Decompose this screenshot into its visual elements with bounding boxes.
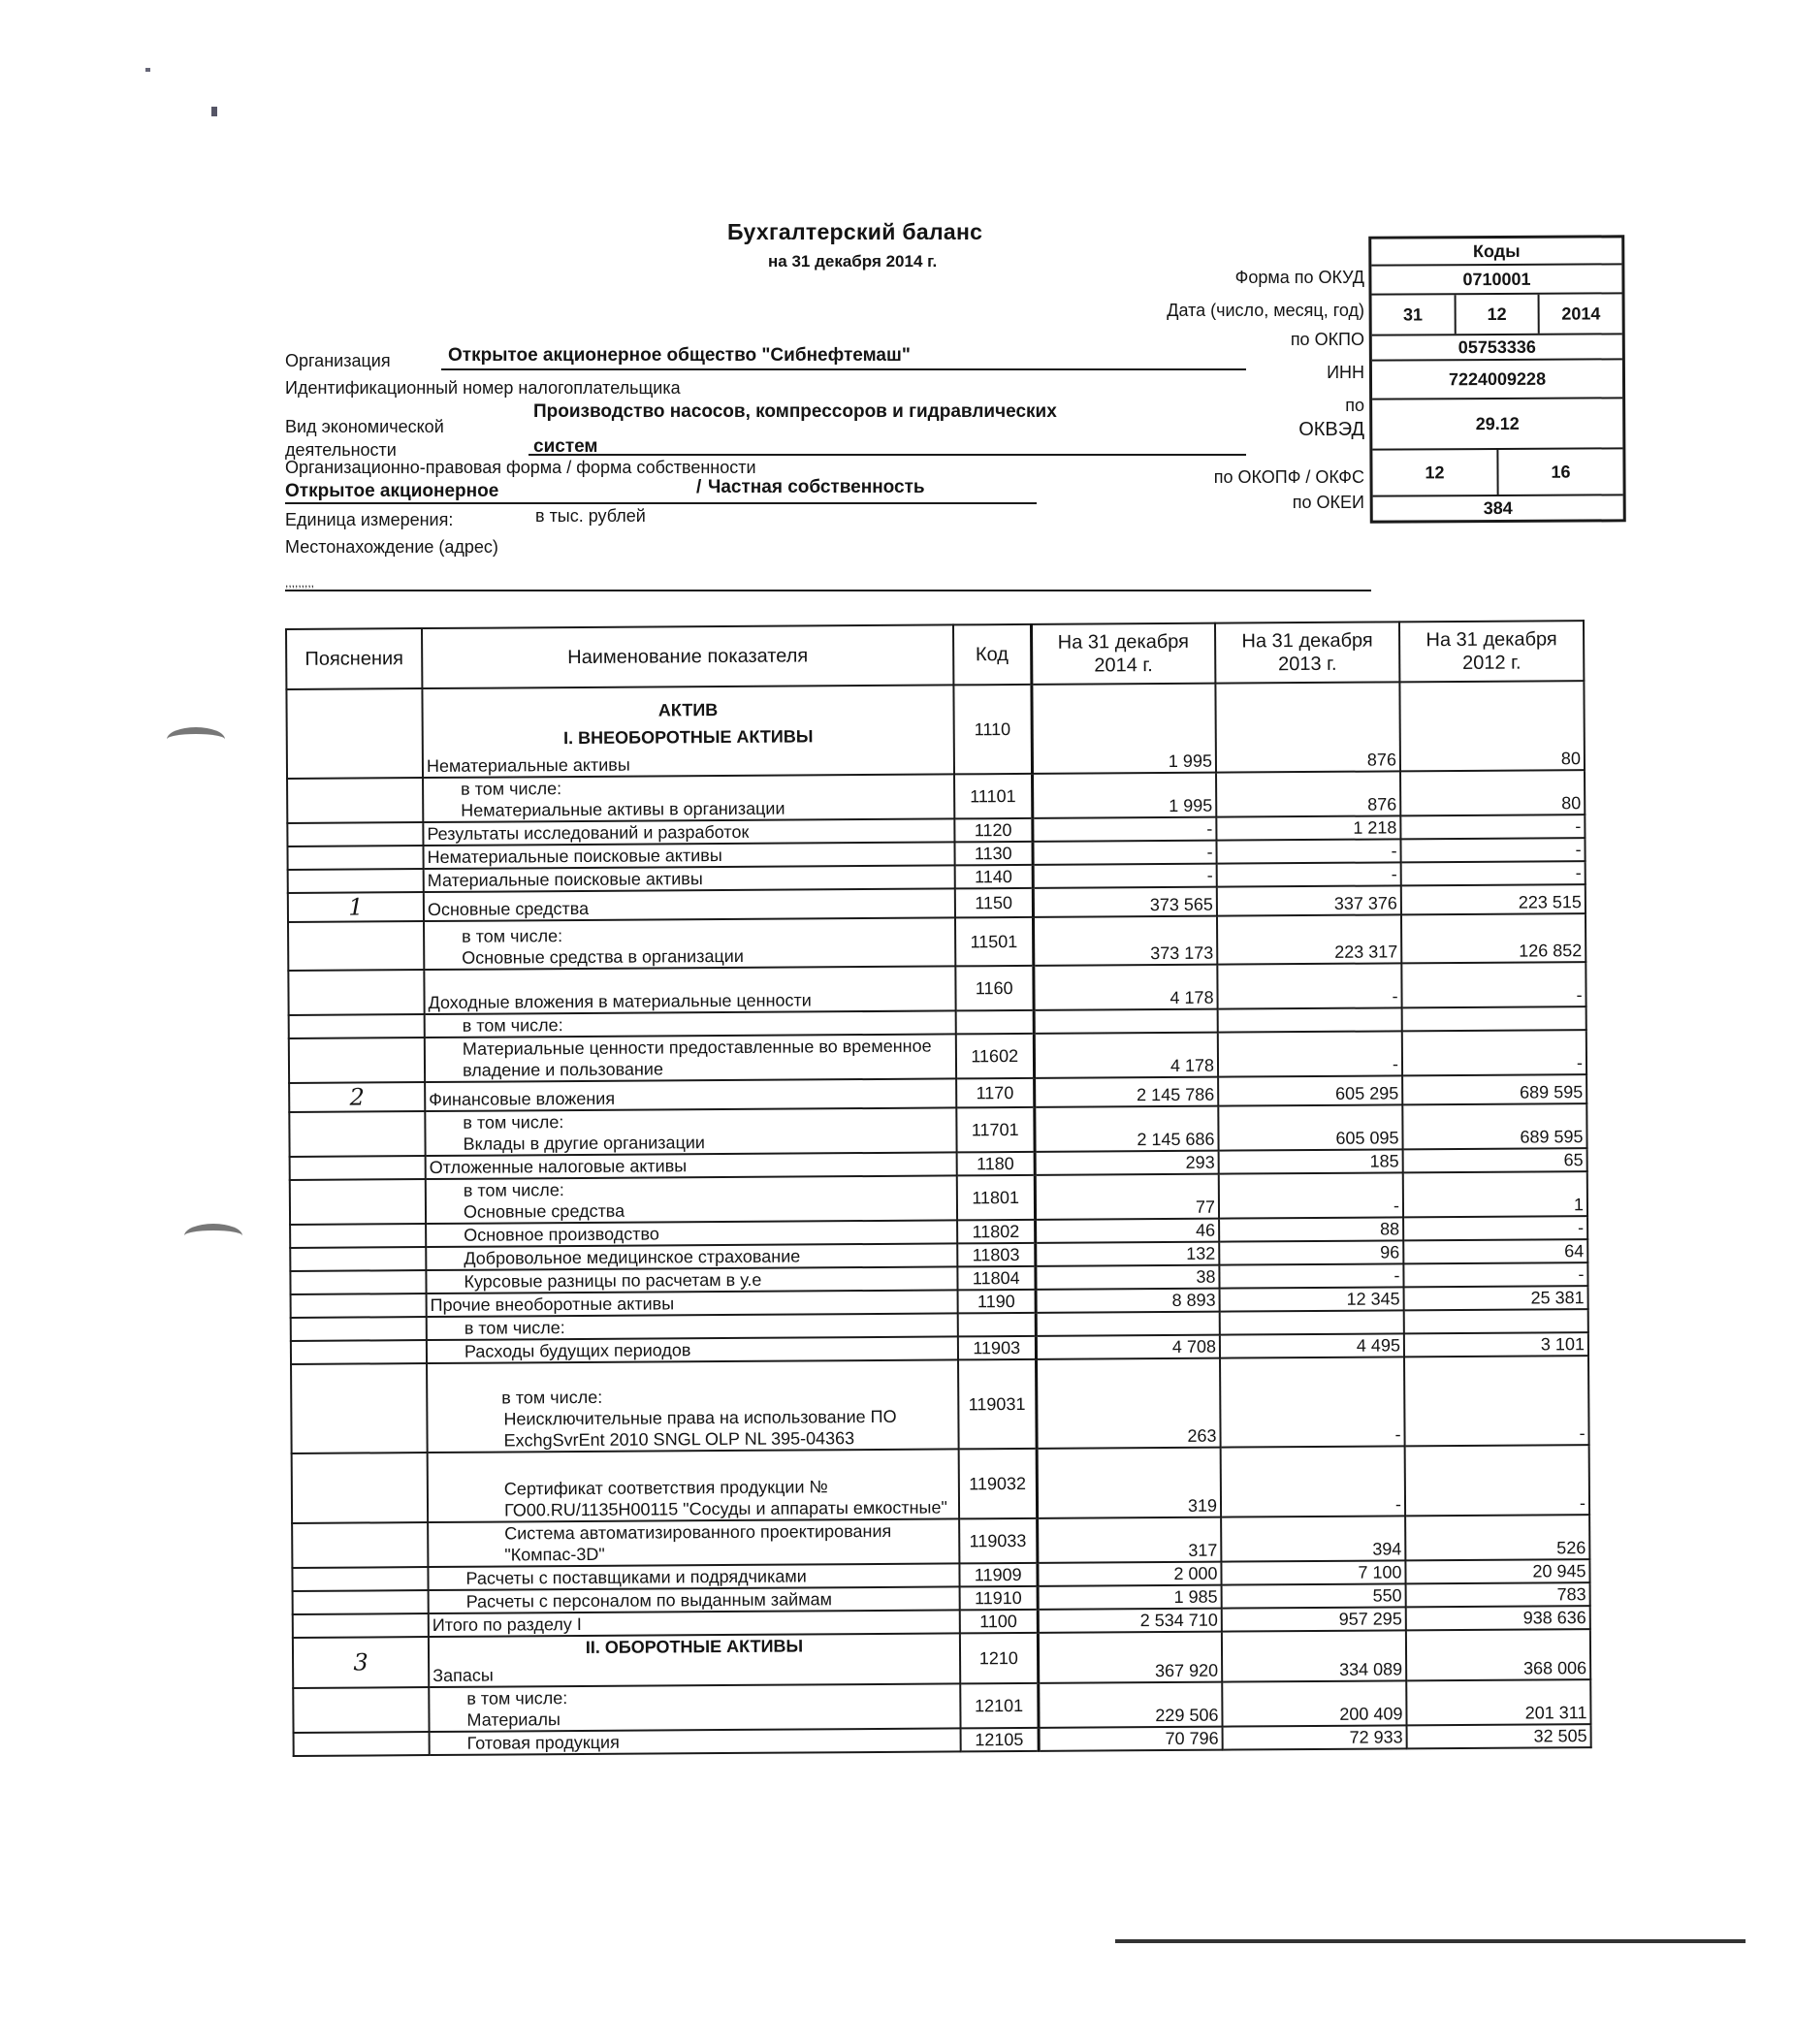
incl-label: в том числе: — [466, 1688, 568, 1709]
inn-code-label: ИНН — [1327, 363, 1364, 382]
name-cell — [428, 1518, 959, 1567]
value-2013: 334 089 — [1222, 1630, 1406, 1681]
incl-label: в том числе: — [463, 1180, 564, 1200]
note-cell — [288, 921, 424, 971]
note-cell: 1 — [288, 892, 424, 922]
row-label: Нематериальные поисковые активы — [427, 846, 722, 868]
table-row — [286, 681, 1585, 779]
row-label: Основные средства — [463, 1200, 625, 1222]
okfs-code: 16 — [1496, 449, 1622, 495]
note-cell — [293, 1590, 429, 1614]
value-2012: 1 — [1403, 1171, 1587, 1217]
row-label: Добровольное медицинское страхование — [464, 1246, 801, 1268]
value-2013: - — [1220, 1357, 1405, 1447]
code-cell: 11701 — [956, 1107, 1034, 1153]
name-cell — [424, 917, 955, 970]
activity-value-2: систем — [533, 436, 598, 457]
address-label: Местонахождение (адрес) — [285, 537, 498, 557]
name-cell — [426, 1152, 957, 1179]
code-cell: 119031 — [958, 1359, 1037, 1450]
value-2012 — [1402, 1006, 1586, 1031]
okpo-code: 05753336 — [1458, 336, 1536, 358]
note-cell — [287, 822, 423, 846]
row-label: Готовая продукция — [466, 1732, 620, 1753]
value-2012: - — [1402, 1030, 1586, 1075]
table-row — [292, 1445, 1589, 1523]
date-label: Дата (число, месяц, год) — [1167, 301, 1364, 320]
name-cell — [429, 1610, 960, 1637]
value-2014: 4 708 — [1036, 1335, 1220, 1359]
okud-label: Форма по ОКУД — [1234, 268, 1364, 287]
scan-speck — [211, 107, 217, 116]
value-2014: 317 — [1037, 1517, 1221, 1563]
value-2014: 367 920 — [1038, 1632, 1222, 1683]
unit-value: в тыс. рублей — [535, 506, 646, 526]
legal-form-value: Открытое акционерное — [285, 481, 499, 501]
name-cell — [425, 1034, 956, 1082]
address-value: ,,,,,,,,, — [285, 576, 315, 590]
row-label: Результаты исследований и разработок — [427, 821, 750, 845]
row-label: Расходы будущих периодов — [464, 1340, 691, 1361]
name-cell — [426, 1175, 957, 1224]
punch-hole-mark — [184, 1224, 242, 1248]
note-cell — [289, 1038, 425, 1083]
name-cell — [424, 865, 955, 892]
name-cell — [428, 1563, 959, 1590]
code-cell: 12101 — [960, 1683, 1038, 1729]
name-cell — [424, 966, 955, 1014]
value-2012: 689 595 — [1402, 1074, 1586, 1104]
note-cell — [290, 1179, 426, 1225]
value-2012: 368 006 — [1406, 1629, 1590, 1680]
code-cell: 1180 — [957, 1152, 1035, 1176]
row-label: Система автоматизированного проектирования "Компас-3D" — [504, 1520, 892, 1565]
table-row — [288, 913, 1586, 971]
incl-label: в том числе: — [427, 1313, 958, 1340]
value-2012: 3 101 — [1404, 1332, 1588, 1357]
ownership-separator: / — [696, 477, 702, 497]
name-cell — [425, 1078, 956, 1111]
note-cell — [292, 1453, 428, 1523]
code-cell: 11501 — [955, 917, 1033, 967]
value-2014: 229 506 — [1038, 1682, 1222, 1728]
org-underline — [441, 368, 1246, 370]
code-cell — [956, 1010, 1034, 1035]
row-label: Сертификат соответствия продукции № ГО00.RU/1135Н00115 "Сосуды и аппараты емкостные" — [503, 1477, 947, 1520]
incl-label: в том числе: — [461, 779, 562, 799]
code-cell: 11602 — [956, 1034, 1034, 1079]
code-cell: 11801 — [957, 1175, 1035, 1221]
value-2012: 20 945 — [1405, 1559, 1589, 1583]
name-cell — [423, 842, 954, 869]
value-2012: 80 — [1399, 681, 1585, 771]
value-2014: 2 534 710 — [1038, 1609, 1222, 1633]
value-2012 — [1404, 1309, 1588, 1333]
note-cell — [290, 1270, 426, 1294]
row-label: Курсовые разницы по расчетам в у.е — [464, 1269, 762, 1292]
legal-form-underline — [285, 502, 1037, 504]
scan-speck — [145, 68, 150, 72]
table-header-row — [286, 621, 1584, 689]
value-2012: 938 636 — [1406, 1606, 1590, 1630]
code-cell — [958, 1313, 1036, 1337]
note-cell — [294, 1732, 430, 1756]
row-label: Нематериальные активы — [426, 754, 630, 777]
note-cell — [291, 1363, 428, 1453]
value-2013: 7 100 — [1221, 1560, 1405, 1584]
value-2012: 65 — [1403, 1148, 1587, 1172]
value-2013: 337 376 — [1217, 885, 1401, 915]
code-cell: 1190 — [958, 1290, 1036, 1314]
value-2014: 8 893 — [1036, 1289, 1220, 1313]
note-cell: 2 — [289, 1082, 425, 1112]
code-cell: 11802 — [957, 1220, 1035, 1244]
value-2014: 38 — [1035, 1265, 1219, 1290]
value-2014: 2 000 — [1037, 1562, 1221, 1586]
section-heading: II. ОБОРОТНЫЕ АКТИВЫ — [585, 1636, 804, 1657]
inn-code: 7224009228 — [1448, 368, 1547, 390]
document-date: на 31 декабря 2014 г. — [768, 252, 938, 271]
row-label: Доходные вложения в материальные ценности — [428, 990, 812, 1013]
note-cell — [286, 688, 423, 779]
value-2012: 126 852 — [1401, 913, 1586, 963]
value-2014: 70 796 — [1039, 1727, 1223, 1751]
name-cell — [425, 1107, 956, 1156]
header-2012: На 31 декабря 2012 г. — [1399, 621, 1584, 682]
value-2013: 605 095 — [1218, 1104, 1402, 1150]
note-cell — [289, 1014, 425, 1038]
row-label: Материалы — [466, 1709, 561, 1730]
row-label: Основное производство — [464, 1224, 659, 1245]
row-label: Отложенные налоговые активы — [429, 1156, 688, 1178]
code-cell: 11803 — [957, 1243, 1035, 1267]
value-2014: 2 145 686 — [1034, 1106, 1218, 1152]
note-cell — [290, 1224, 426, 1248]
incl-label: в том числе: — [425, 1010, 956, 1038]
table-row — [291, 1356, 1589, 1453]
row-label: Финансовые вложения — [429, 1088, 616, 1110]
row-label: Вклады в другие организации — [463, 1133, 706, 1154]
value-2012: 783 — [1406, 1582, 1590, 1607]
note-cell — [293, 1687, 429, 1733]
name-cell — [423, 818, 954, 846]
name-cell — [429, 1683, 960, 1732]
table-row — [293, 1629, 1590, 1688]
value-2013: - — [1219, 1263, 1403, 1288]
okpo-label: по ОКПО — [1290, 330, 1364, 349]
name-cell — [422, 685, 954, 778]
value-2012: - — [1401, 962, 1586, 1007]
code-cell: 11910 — [960, 1586, 1038, 1611]
note-cell — [289, 1111, 425, 1157]
value-2012: 32 505 — [1407, 1724, 1591, 1748]
activity-label-1: Вид экономической — [285, 417, 444, 436]
value-2014: 373 173 — [1033, 916, 1217, 966]
name-cell — [429, 1633, 960, 1687]
value-2012: - — [1403, 1262, 1587, 1287]
header-2013: На 31 декабря 2013 г. — [1215, 622, 1399, 683]
value-2012: 201 311 — [1406, 1679, 1590, 1725]
incl-label: в том числе: — [463, 1112, 564, 1133]
section-heading: I. ВНЕОБОРОТНЫЕ АКТИВЫ — [563, 726, 814, 749]
value-2013 — [1218, 1007, 1402, 1032]
value-2013: 200 409 — [1222, 1680, 1406, 1726]
code-cell: 11804 — [957, 1266, 1035, 1291]
code-cell: 1130 — [954, 842, 1032, 866]
value-2012: 25 381 — [1404, 1286, 1588, 1310]
incl-label: в том числе: — [501, 1387, 603, 1408]
code-cell: 1160 — [955, 966, 1033, 1011]
value-2013: - — [1219, 1172, 1403, 1218]
value-2014: 319 — [1037, 1448, 1221, 1518]
value-2014: - — [1032, 841, 1216, 865]
value-2013: - — [1217, 963, 1401, 1008]
value-2012: - — [1400, 838, 1585, 862]
name-cell — [427, 1336, 958, 1363]
date-year: 2014 — [1538, 294, 1622, 333]
name-cell — [426, 1220, 957, 1247]
okopf-label: по ОКОПФ / ОКФС — [1213, 467, 1364, 487]
header-notes: Пояснения — [286, 628, 422, 689]
incl-label: в том числе: — [462, 926, 563, 946]
code-cell: 11101 — [954, 774, 1032, 819]
value-2012: - — [1405, 1445, 1589, 1516]
note-cell — [292, 1522, 428, 1568]
org-value: Открытое акционерное общество "Сибнефтемаш" — [448, 345, 911, 366]
header-2014: На 31 декабря 2014 г. — [1031, 623, 1215, 685]
value-2013: - — [1217, 862, 1401, 886]
value-2013: 88 — [1219, 1217, 1403, 1241]
note-cell — [291, 1340, 427, 1364]
row-label: Запасы — [432, 1665, 494, 1686]
legal-form-label: Организационно-правовая форма / форма собственности — [285, 458, 756, 477]
name-cell — [430, 1728, 961, 1755]
code-cell: 1100 — [960, 1610, 1038, 1634]
document-title: Бухгалтерский баланс — [727, 219, 983, 244]
note-cell — [292, 1567, 428, 1591]
bottom-scan-line — [1115, 1939, 1746, 1943]
row-label: Основные средства в организации — [462, 945, 744, 968]
address-underline — [285, 590, 1371, 591]
code-cell: 1140 — [955, 865, 1033, 889]
value-2013: 96 — [1219, 1240, 1403, 1264]
code-cell: 11903 — [958, 1336, 1036, 1360]
row-label: Итого по разделу I — [432, 1613, 582, 1636]
okved-code: 29.12 — [1475, 413, 1520, 434]
header-code: Код — [953, 624, 1031, 686]
org-label: Организация — [285, 351, 391, 370]
note-cell — [291, 1293, 427, 1318]
unit-label: Единица измерения: — [285, 510, 454, 529]
okud-code: 0710001 — [1462, 269, 1531, 290]
name-cell — [427, 1359, 959, 1453]
value-2014: 2 145 786 — [1034, 1077, 1218, 1107]
note-cell — [288, 970, 424, 1015]
value-2013 — [1220, 1310, 1404, 1334]
value-2014 — [1036, 1312, 1220, 1336]
name-cell — [424, 888, 955, 921]
row-label: Нематериальные активы в организации — [461, 798, 785, 820]
date-month: 12 — [1454, 295, 1538, 334]
value-2014: 4 178 — [1034, 1033, 1218, 1078]
punch-hole-mark — [167, 727, 225, 751]
value-2012: - — [1400, 814, 1585, 839]
value-2013: - — [1216, 839, 1400, 863]
value-2012: - — [1404, 1356, 1589, 1446]
okved-label-1: по — [1345, 396, 1364, 415]
note-cell — [293, 1613, 429, 1638]
value-2012: 80 — [1400, 770, 1585, 815]
value-2012: 64 — [1403, 1239, 1587, 1263]
value-2013: 957 295 — [1222, 1607, 1406, 1631]
code-cell: 12105 — [961, 1728, 1039, 1752]
note-cell — [287, 778, 423, 823]
note-cell — [290, 1247, 426, 1271]
value-2012: 526 — [1405, 1515, 1589, 1560]
header-name: Наименование показателя — [422, 624, 953, 688]
code-cell: 119032 — [959, 1449, 1037, 1519]
okei-label: по ОКЕИ — [1292, 493, 1364, 512]
note-cell: 3 — [293, 1637, 429, 1688]
row-label: Основные средства — [427, 898, 590, 920]
value-2014: 4 178 — [1033, 965, 1217, 1010]
value-2014: 46 — [1035, 1219, 1219, 1243]
codes-box — [1368, 235, 1626, 523]
value-2013: 394 — [1221, 1516, 1405, 1561]
value-2012: 223 515 — [1401, 884, 1586, 914]
value-2013: 876 — [1215, 682, 1400, 772]
okopf-code: 12 — [1425, 463, 1445, 483]
code-cell: 119033 — [959, 1518, 1037, 1564]
row-label: Материальные поисковые активы — [427, 869, 703, 891]
row-label: Расчеты с персоналом по выданным займам — [465, 1589, 832, 1612]
value-2014: 1 995 — [1031, 684, 1216, 774]
name-cell — [426, 1243, 957, 1270]
value-2014: - — [1032, 817, 1216, 842]
value-2013: - — [1218, 1031, 1402, 1076]
value-2013: 550 — [1222, 1583, 1406, 1608]
value-2014: 263 — [1036, 1358, 1221, 1449]
taxpayer-id-label: Идентификационный номер налогоплательщика — [285, 378, 681, 398]
codes-heading: Коды — [1472, 240, 1521, 262]
name-cell — [429, 1586, 960, 1613]
code-cell: 1210 — [960, 1633, 1038, 1684]
okved-label-2: ОКВЭД — [1298, 419, 1364, 440]
value-2014: - — [1033, 864, 1217, 888]
value-2013: 1 218 — [1216, 815, 1400, 840]
code-cell: 1120 — [954, 818, 1032, 843]
note-cell — [290, 1156, 426, 1180]
row-label: Расчеты с поставщиками и подрядчиками — [465, 1566, 807, 1588]
value-2014: 293 — [1035, 1151, 1219, 1175]
row-label: Неисключительные права на использование ПО ExchgSvrEnt 2010 SNGL OLP NL 395-04363 — [503, 1406, 897, 1451]
name-cell — [426, 1266, 957, 1293]
value-2013: 72 933 — [1223, 1725, 1407, 1749]
value-2013: - — [1221, 1446, 1405, 1517]
note-cell — [291, 1317, 427, 1341]
activity-underline — [529, 454, 1246, 456]
value-2012: 689 595 — [1402, 1103, 1586, 1149]
date-day: 31 — [1402, 304, 1424, 325]
value-2014 — [1034, 1009, 1218, 1034]
value-2013: 605 295 — [1218, 1075, 1402, 1105]
value-2013: 185 — [1219, 1149, 1403, 1173]
note-cell — [288, 869, 424, 893]
value-2014: 1 985 — [1038, 1585, 1222, 1610]
value-2013: 223 317 — [1217, 914, 1401, 964]
section-heading: АКТИВ — [657, 700, 719, 720]
name-cell — [428, 1449, 959, 1522]
note-cell — [287, 846, 423, 870]
value-2014: 77 — [1035, 1174, 1219, 1220]
value-2012: - — [1401, 861, 1586, 885]
value-2013: 12 345 — [1220, 1287, 1404, 1311]
value-2013: 4 495 — [1220, 1333, 1404, 1357]
okei-code: 384 — [1483, 497, 1513, 519]
balance-table — [285, 620, 1592, 1757]
code-cell: 1170 — [956, 1078, 1034, 1108]
name-cell — [427, 1290, 958, 1317]
code-cell: 1150 — [955, 888, 1033, 918]
code-cell: 1110 — [953, 685, 1032, 775]
value-2013: 876 — [1216, 771, 1400, 816]
row-label: Материальные ценности предоставленные во временное владение и пользование — [462, 1036, 932, 1080]
row-label: Прочие внеоборотные активы — [430, 1293, 675, 1316]
activity-value-1: Производство насосов, компрессоров и гидравлических — [533, 401, 1057, 422]
value-2014: 132 — [1035, 1242, 1219, 1266]
activity-label-2: деятельности — [285, 440, 397, 460]
code-cell: 11909 — [959, 1563, 1037, 1587]
value-2014: 373 565 — [1033, 887, 1217, 917]
value-2014: 1 995 — [1032, 773, 1216, 818]
value-2012: - — [1403, 1216, 1587, 1240]
name-cell — [423, 774, 954, 822]
ownership-value: Частная собственность — [708, 477, 925, 497]
